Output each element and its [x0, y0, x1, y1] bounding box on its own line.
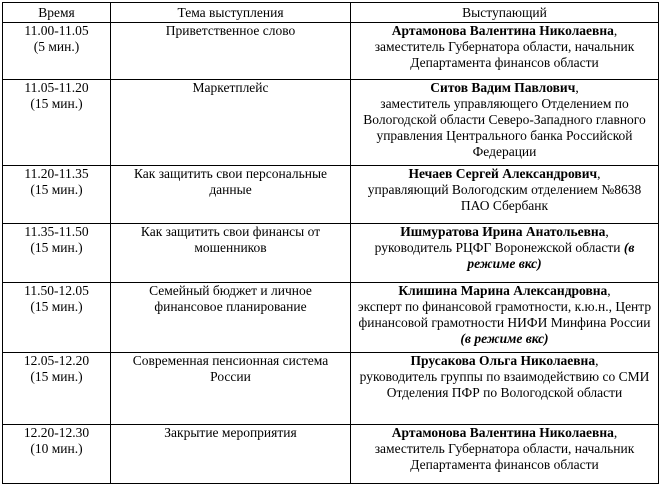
topic-cell: Приветственное слово	[111, 23, 351, 80]
table-row	[3, 23, 659, 80]
duration: (15 мин.)	[30, 182, 83, 197]
speaker-name: Ситов Вадим Павлович	[430, 80, 576, 95]
topic-cell: Маркетплейс	[111, 80, 351, 166]
duration: (15 мин.)	[30, 240, 83, 255]
duration: (15 мин.)	[30, 96, 83, 111]
speaker-position: заместитель Губернатора области, начальник Департамента финансов области	[374, 441, 635, 472]
speaker-position: руководитель РЦФГ Воронежской области	[374, 240, 621, 255]
speaker-cell	[351, 353, 659, 425]
name-punctuation: ,	[597, 166, 601, 181]
speaker-name: Артамонова Валентина Николаевна	[391, 425, 614, 440]
duration: (15 мин.)	[30, 299, 83, 314]
duration: (5 мин.)	[33, 39, 80, 54]
time-range: 12.20-12.30	[23, 425, 90, 440]
time-range: 11.35-11.50	[24, 224, 89, 239]
speaker-position: управляющий Вологодским отделением №8638 ПАО Сбербанк	[367, 182, 642, 213]
time-range: 11.00-11.05	[24, 23, 89, 38]
speaker-name: Артамонова Валентина Николаевна	[391, 23, 614, 38]
topic-cell: Закрытие мероприятия	[111, 425, 351, 484]
time-cell	[3, 166, 111, 224]
name-punctuation: ,	[595, 353, 599, 368]
header-time: Время	[3, 3, 111, 23]
remote-note: (в режиме вкс)	[460, 331, 549, 346]
table-row	[3, 166, 659, 224]
time-cell	[3, 23, 111, 80]
speaker-name: Прусакова Ольга Николаевна	[410, 353, 596, 368]
speaker-cell	[351, 425, 659, 484]
speaker-cell	[351, 23, 659, 80]
speaker-position: заместитель управляющего Отделением по Вологодской области Северо-Западного главного управления Центрального банка Российской Федерации	[363, 96, 646, 159]
duration: (15 мин.)	[30, 369, 83, 384]
duration: (10 мин.)	[30, 441, 83, 456]
time-range: 11.05-11.20	[24, 80, 89, 95]
time-cell	[3, 353, 111, 425]
table-row	[3, 353, 659, 425]
speaker-cell	[351, 283, 659, 353]
speaker-cell	[351, 224, 659, 283]
speaker-position: руководитель группы по взаимодействию со СМИ Отделения ПФР по Вологодской области	[359, 369, 650, 400]
time-range: 11.50-12.05	[24, 283, 89, 298]
name-punctuation: ,	[613, 23, 618, 38]
speaker-position: заместитель Губернатора области, начальник Департамента финансов области	[374, 39, 635, 70]
topic-cell: Современная пенсионная система России	[111, 353, 351, 425]
topic-cell: Как защитить свои персональные данные	[111, 166, 351, 224]
speaker-cell	[351, 80, 659, 166]
agenda-table	[2, 2, 659, 484]
time-cell	[3, 425, 111, 484]
speaker-name: Клишина Марина Александровна	[398, 283, 608, 298]
speaker-position: эксперт по финансовой грамотности, к.ю.н., Центр финансовой грамотности НИФИ Минфина России	[357, 299, 652, 330]
remote-note: (в режиме вкс)	[467, 240, 635, 271]
speaker-name: Ишмуратова Ирина Анатольевна	[400, 224, 606, 239]
header-speaker: Выступающий	[351, 3, 659, 23]
table-row	[3, 224, 659, 283]
table-row	[3, 283, 659, 353]
time-range: 12.05-12.20	[23, 353, 90, 368]
table-row	[3, 425, 659, 484]
name-punctuation: ,	[613, 425, 618, 440]
time-range: 11.20-11.35	[24, 166, 89, 181]
name-punctuation: ,	[607, 283, 611, 298]
header-topic: Тема выступления	[111, 3, 351, 23]
topic-cell: Как защитить свои финансы от мошенников	[111, 224, 351, 283]
speaker-cell	[351, 166, 659, 224]
time-cell	[3, 283, 111, 353]
header-row	[3, 3, 659, 23]
time-cell	[3, 80, 111, 166]
name-punctuation: ,	[575, 80, 579, 95]
topic-cell: Семейный бюджет и личное финансовое планирование	[111, 283, 351, 353]
table-row	[3, 80, 659, 166]
time-cell	[3, 224, 111, 283]
speaker-name: Нечаев Сергей Александрович	[408, 166, 598, 181]
name-punctuation: ,	[605, 224, 609, 239]
